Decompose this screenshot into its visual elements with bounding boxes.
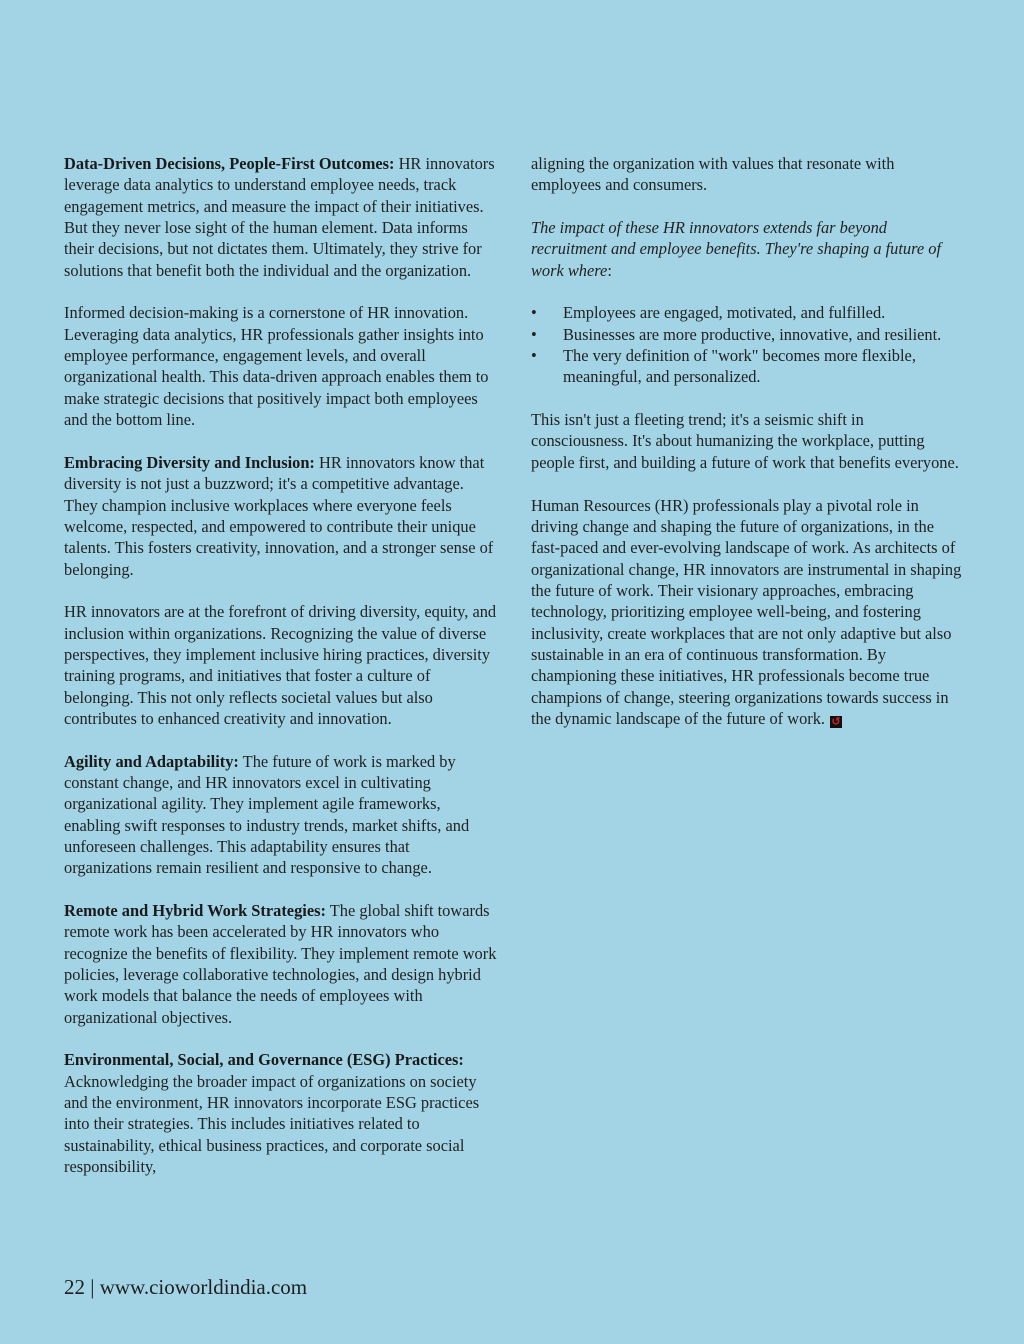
- paragraph-impact: The impact of these HR innovators extends far beyond recruitment and employee benefits. They're shaping a future of work where:: [531, 218, 941, 280]
- list-item: • The very definition of "work" becomes more flexible, meaningful, and personalized.: [531, 345, 963, 388]
- paragraph-diversity: Embracing Diversity and Inclusion: HR innovators know that diversity is not just a buzzword; it's a competitive advantage. They champion inclusive workplaces where everyone feels welcome, respected, and empowered to contribute their unique talents. This fosters creativity, innovation, and a stronger sense of belonging.: [64, 452, 494, 579]
- list-item: • Businesses are more productive, innovative, and resilient.: [531, 324, 963, 345]
- page-footer: [64, 1275, 307, 1300]
- website-url: www.cioworldindia.com: [99, 1275, 308, 1299]
- paragraph-dei: HR innovators are at the forefront of driving diversity, equity, and inclusion within organizations. Recognizing the value of diverse perspectives, they implement inclusive hiring practices, diversity training programs, and initiatives that foster a culture of belonging. This not only reflects societal values but also contributes to enhanced creativity and innovation.: [64, 602, 497, 728]
- heading-remote-work: Remote and Hybrid Work Strategies:: [64, 901, 326, 921]
- paragraph-hr-role: Human Resources (HR) professionals play a pivotal role in driving change and shaping the future of organizations, in the fast-paced and ever-evolving landscape of work. As architects of organizational change, HR innovators are instrumental in shaping the future of work. Their visionary approaches, embracing technology, prioritizing employee well-being, and fostering inclusivity, create workplaces that are not only adaptive but also sustainable in an era of continuous transformation. By championing these initiatives, HR professionals become true champions of change, steering organizations towards success in the dynamic landscape of the future of work. ↺: [531, 495, 962, 728]
- left-column: [64, 153, 500, 1199]
- heading-data-driven: Data-Driven Decisions, People-First Outcomes:: [64, 154, 395, 173]
- paragraph-esg-continued: aligning the organization with values that resonate with employees and consumers.: [531, 154, 895, 195]
- end-of-article-icon: ↺: [831, 714, 841, 728]
- heading-agility: Agility and Adaptability:: [64, 751, 239, 771]
- list-item: • Employees are engaged, motivated, and fulfilled.: [531, 302, 963, 323]
- future-of-work-list: [531, 302, 963, 387]
- footer-separator: |: [85, 1275, 100, 1299]
- heading-diversity: Embracing Diversity and Inclusion:: [64, 452, 315, 472]
- paragraph-data-driven: Data-Driven Decisions, People-First Outcomes: HR innovators leverage data analytics to understand employee needs, track engagement metrics, and measure the impact of their initiatives. But they never lose sight of the human element. Data informs their decisions, but not dictates them. Ultimately, they strive for solutions that benefit both the individual and the organization.: [64, 154, 495, 280]
- page-number: 22: [64, 1275, 85, 1299]
- paragraph-agility: Agility and Adaptability: The future of work is marked by constant change, and HR innovators excel in cultivating organizational agility. They implement agile frameworks, enabling swift responses to industry trends, market shifts, and unforeseen challenges. This adaptability ensures that organizations remain resilient and responsive to change.: [64, 751, 470, 878]
- paragraph-seismic-shift: This isn't just a fleeting trend; it's a seismic shift in consciousness. It's about humanizing the workplace, putting people first, and building a future of work that benefits everyone.: [531, 410, 959, 472]
- heading-esg: Environmental, Social, and Governance (ESG) Practices:: [64, 1050, 464, 1070]
- right-column: [531, 153, 963, 751]
- paragraph-remote-work: Remote and Hybrid Work Strategies: The global shift towards remote work has been accelerated by HR innovators who recognize the benefits of flexibility. They implement remote work policies, leverage collaborative technologies, and design hybrid work models that balance the needs of employees with organizational objectives.: [64, 901, 497, 1027]
- paragraph-informed-decisions: Informed decision-making is a cornerstone of HR innovation. Leveraging data analytics, HR professionals gather insights into employee performance, engagement levels, and overall organizational health. This data-driven approach enables them to make strategic decisions that positively impact both employees and the bottom line.: [64, 303, 489, 430]
- paragraph-esg: Environmental, Social, and Governance (ESG) Practices: Acknowledging the broader impact of organizations on society and the environment, HR innovators incorporate ESG practices into their strategies. This includes initiatives related to sustainability, ethical business practices, and corporate social responsibility,: [64, 1050, 480, 1177]
